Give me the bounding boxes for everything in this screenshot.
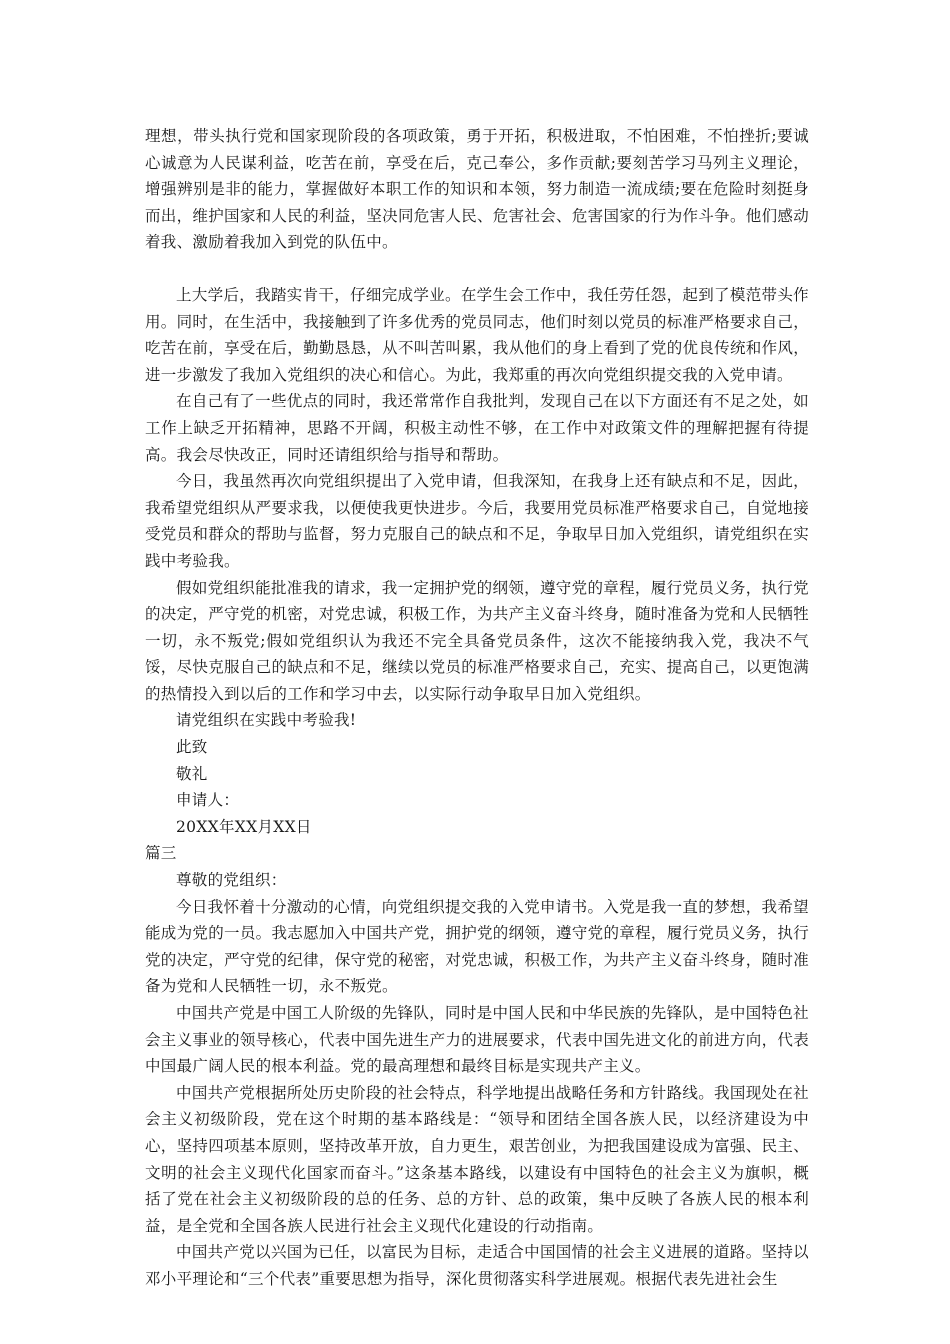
paragraph-strict-requirements: 今日，我虽然再次向党组织提出了入党申请，但我深知，在我身上还有缺点和不足，因此，我希望党组织从严要求我，以便使我更快进步。今后，我要用党员标准严格要求自己，自觉地接受党员和群众的帮助与监督，努力克服自己的缺点和不足，争取早日加入党组织，请党组织在实践中考验我。: [145, 472, 809, 570]
paragraph-self-criticism: 在自己有了一些优点的同时，我还常常作自我批判，发现自己在以下方面还有不足之处，如工作上缺乏开拓精神，思路不开阔，积极主动性不够，在工作中对政策文件的理解把握有待提高。我会尽快改正，同时还请组织给与指导和帮助。: [145, 392, 809, 464]
closing-line: 请党组织在实践中考验我!: [176, 711, 357, 730]
salutation-cizhi: 此致: [176, 738, 208, 757]
paragraph-university: 上大学后，我踏实肯干，仔细完成学业。在学生会工作中，我任劳任怨，起到了模范带头作用。同时，在生活中，我接触到了许多优秀的党员同志，他们时刻以党员的标准严格要求自己，吃苦在前，享受在后，勤勤恳恳，从不叫苦叫累，我从他们的身上看到了党的优良传统和作风，进一步激发了我加入党组织的决心和信心。为此，我郑重的再次向党组织提交我的入党申请。: [145, 285, 809, 384]
date-line: 20XX年XX月XX日: [176, 817, 312, 836]
paragraph-application: 今日我怀着十分激动的心情，向党组织提交我的入党申请书。入党是我一直的梦想，我希望能成为党的一员。我志愿加入中国共产党，拥护党的纲领，遵守党的章程，履行党员义务，执行党的决定，严守党的纪律，保守党的秘密，对党忠诚，积极工作，为共产主义奋斗终身，随时准备为党和人民牺牲一切，永不叛党。: [145, 897, 809, 996]
paragraph-basic-line: 中国共产党根据所处历史阶段的社会特点，科学地提出战略任务和方针路线。我国现处在社会主义初级阶段，党在这个时期的基本路线是：“领导和团结全国各族人民，以经济建设为中心，坚持四项基本原则，坚持改革开放，自力更生，艰苦创业，为把我国建设成为富强、民主、文明的社会主义现代化国家而奋斗。”这条基本路线，以建设有中国特色的社会主义为旗帜，概括了党在社会主义初级阶段的总的任务、总的方针、总的政策，集中反映了各族人民的根本利益，是全党和全国各族人民进行社会主义现代化建设的行动指南。: [145, 1083, 809, 1235]
paragraph-ideals: 理想，带头执行党和国家现阶段的各项政策，勇于开拓，积极进取，不怕困难，不怕挫折;要诚心诚意为人民谋利益，吃苦在前，享受在后，克己奉公，多作贡献;要刻苦学习马列主义理论，增强辨别是非的能力，掌握做好本职工作的知识和本领，努力制造一流成绩;要在危险时刻挺身而出，维护国家和人民的利益，坚决同危害人民、危害社会、危害国家的行为作斗争。他们感动着我、激励着我加入到党的队伍中。: [145, 127, 809, 252]
paragraph-national-path: 中国共产党以兴国为已任，以富民为目标，走适合中国国情的社会主义进展的道路。坚持以邓小平理论和“三个代表”重要思想为指导，深化贯彻落实科学进展观。根据代表先进社会生: [145, 1243, 809, 1288]
salutation-jingli: 敬礼: [176, 764, 208, 783]
document-page: [145, 123, 809, 1293]
section-title: 篇三: [145, 844, 177, 863]
greeting-line: 尊敬的党组织：: [176, 871, 287, 890]
paragraph-party-nature: 中国共产党是中国工人阶级的先锋队，同时是中国人民和中华民族的先锋队，是中国特色社会主义事业的领导核心，代表中国先进生产力的进展要求，代表中国先进文化的前进方向，代表中国最广阔人民的根本利益。党的最高理想和最终目标是实现共产主义。: [145, 1004, 809, 1076]
applicant-label: 申请人：: [176, 791, 240, 810]
paragraph-commitment: 假如党组织能批准我的请求，我一定拥护党的纲领，遵守党的章程，履行党员义务，执行党的决定，严守党的机密，对党忠诚，积极工作，为共产主义奋斗终身，随时准备为党和人民牺牲一切，永不叛党;假如党组织认为我还不完全具备党员条件，这次不能接纳我入党，我决不气馁，尽快克服自己的缺点和不足，继续以党员的标准严格要求自己，充实、提高自己，以更饱满的热情投入到以后的工作和学习中去，以实际行动争取早日加入党组织。: [145, 578, 809, 703]
